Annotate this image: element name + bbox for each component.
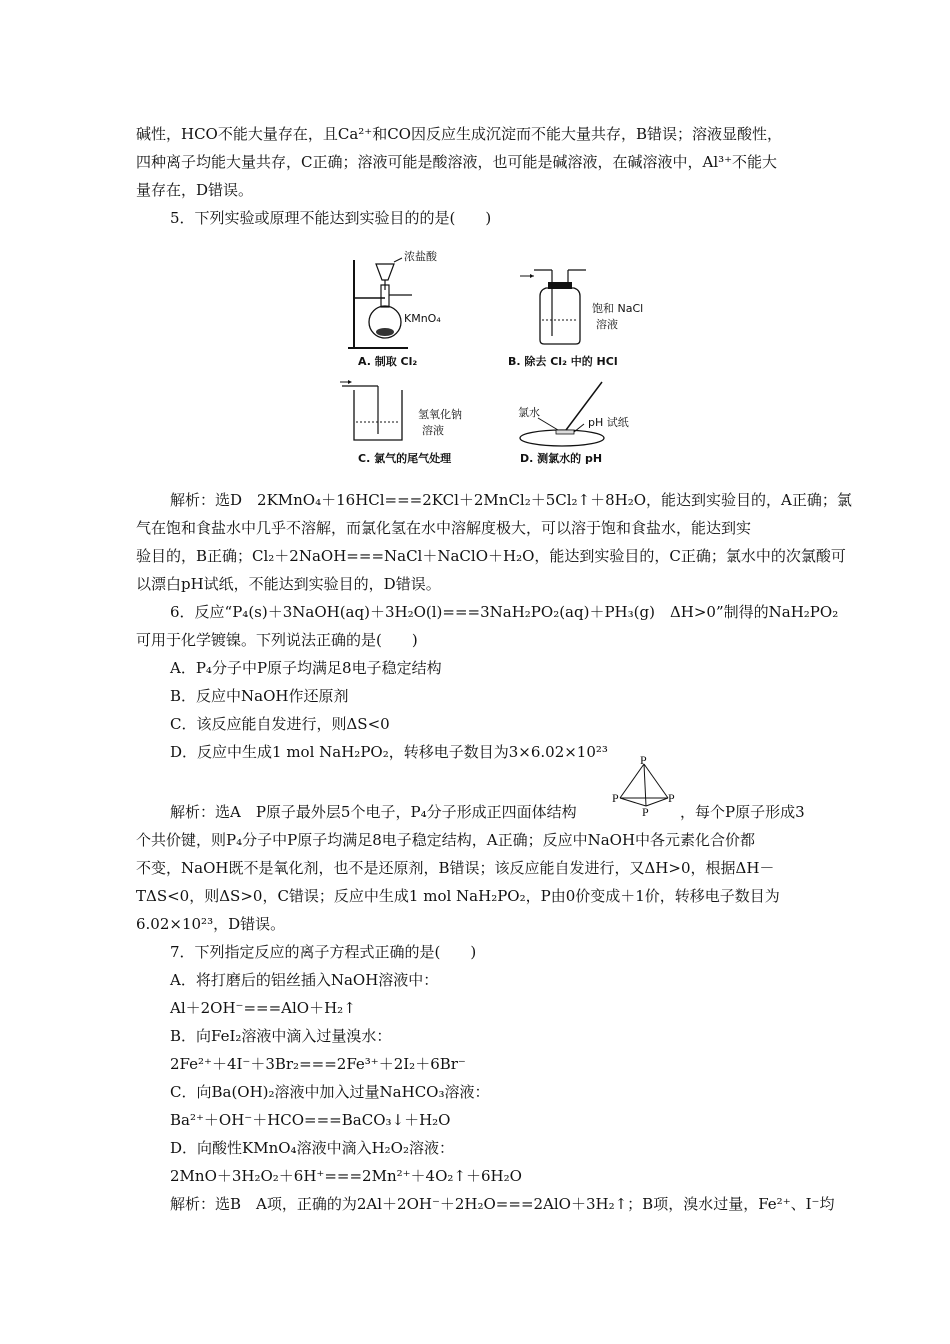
apparatus-a [348, 249, 441, 368]
question-6-stem: 6．反应“P₄(s)＋3NaOH(aq)＋3H₂O(l)===3NaH₂PO₂(aq)＋PH₃(g) ΔH>0”制得的NaH₂PO₂ [170, 603, 839, 621]
option-b: B．向FeI₂溶液中滴入过量溴水： [170, 1027, 392, 1045]
text-line: 解析：选A P原子最外层5个电子，P₄分子形成正四面体结构 [170, 803, 577, 821]
equation-d: 2MnO＋3H₂O₂＋6H⁺===2Mn²⁺＋4O₂↑＋6H₂O [170, 1167, 522, 1185]
caption-a: A. 制取 Cl₂ [358, 355, 418, 368]
apparatus-c [340, 380, 462, 465]
p-atom-top: P [640, 754, 647, 767]
equation-c: Ba²⁺＋OH⁻＋HCO===BaCO₃↓＋H₂O [170, 1111, 451, 1129]
text-line: 个共价键，则P₄分子中P原子均满足8电子稳定结构，A正确；反应中NaOH中各元素化合价都 [136, 831, 756, 849]
text-line: 气在饱和食盐水中几乎不溶解，而氯化氢在水中溶解度极大，可以溶于饱和食盐水，能达到实 [136, 519, 752, 537]
label-ph-paper: pH 试纸 [588, 416, 629, 429]
apparatus-d [518, 382, 629, 465]
text-line: 解析：选D 2KMnO₄＋16HCl===2KCl＋2MnCl₂＋5Cl₂↑＋8H₂O，能达到实验目的，A正确；氯 [170, 491, 852, 509]
label-sat-nacl: 饱和 NaCl [592, 302, 644, 315]
option-a: A．将打磨后的铝丝插入NaOH溶液中： [170, 971, 439, 989]
text-line: 不变，NaOH既不是氧化剂，也不是还原剂，B错误；该反应能自发进行，又ΔH>0，根据ΔH－ [136, 859, 775, 877]
caption-b: B. 除去 Cl₂ 中的 HCl [508, 355, 618, 368]
experiment-figure [330, 240, 650, 472]
label-solution-b: 溶液 [596, 318, 618, 331]
p-atom-right: P [668, 791, 675, 805]
label-solution-c: 溶液 [422, 424, 444, 437]
text-line: ，每个P原子形成3 [680, 803, 805, 821]
text-line: 碱性，HCO不能大量存在，且Ca²⁺和CO因反应生成沉淀而不能大量共存，B错误；溶液显酸性， [136, 125, 783, 143]
label-conc-hcl: 浓盐酸 [404, 250, 437, 263]
p-atom-bottom: P [642, 805, 649, 818]
equation-b: 2Fe²⁺＋4I⁻＋3Br₂===2Fe³⁺＋2I₂＋6Br⁻ [170, 1055, 466, 1073]
option-a: A．P₄分子中P原子均满足8电子稳定结构 [170, 659, 442, 677]
question-7-stem: 7．下列指定反应的离子方程式正确的是( ) [170, 943, 477, 961]
option-d: D．向酸性KMnO₄溶液中滴入H₂O₂溶液： [170, 1139, 454, 1157]
p4-tetrahedron-diagram [612, 754, 676, 818]
text-line: 验目的，B正确；Cl₂＋2NaOH===NaCl＋NaClO＋H₂O，能达到实验目的，C正确；氯水中的次氯酸可 [136, 547, 846, 565]
question-5-stem: 5．下列实验或原理不能达到实验目的的是( ) [170, 209, 492, 227]
label-kmno4: KMnO₄ [404, 312, 441, 325]
caption-c: C. 氯气的尾气处理 [358, 452, 452, 465]
p-atom-left: P [612, 791, 619, 805]
text-line: 以漂白pH试纸，不能达到实验目的，D错误。 [136, 575, 441, 593]
label-chlorine-water: 氯水 [518, 406, 540, 419]
text-line: 解析：选B A项，正确的为2Al＋2OH⁻＋2H₂O===2AlO＋3H₂↑；B项，溴水过量，Fe²⁺、I⁻均 [170, 1195, 835, 1213]
label-naoh: 氢氧化钠 [418, 408, 462, 421]
option-d: D．反应中生成1 mol NaH₂PO₂，转移电子数目为3×6.02×10²³ [170, 743, 608, 761]
text-line: 6.02×10²³，D错误。 [136, 915, 286, 933]
equation-a: Al＋2OH⁻===AlO＋H₂↑ [170, 999, 356, 1017]
option-c: C．向Ba(OH)₂溶液中加入过量NaHCO₃溶液： [170, 1083, 490, 1101]
text-line: 四种离子均能大量共存，C正确；溶液可能是酸溶液，也可能是碱溶液，在碱溶液中，Al³⁺不能大 [136, 153, 778, 171]
text-line: 可用于化学镀镍。下列说法正确的是( ) [136, 631, 418, 649]
option-c: C．该反应能自发进行，则ΔS<0 [170, 715, 390, 733]
text-line: TΔS<0，则ΔS>0，C错误；反应中生成1 mol NaH₂PO₂，P由0价变成＋1价，转移电子数目为 [136, 887, 780, 905]
caption-d: D. 测氯水的 pH [520, 452, 603, 465]
text-line: 量存在，D错误。 [136, 181, 254, 199]
option-b: B．反应中NaOH作还原剂 [170, 687, 349, 705]
apparatus-b [508, 270, 643, 368]
